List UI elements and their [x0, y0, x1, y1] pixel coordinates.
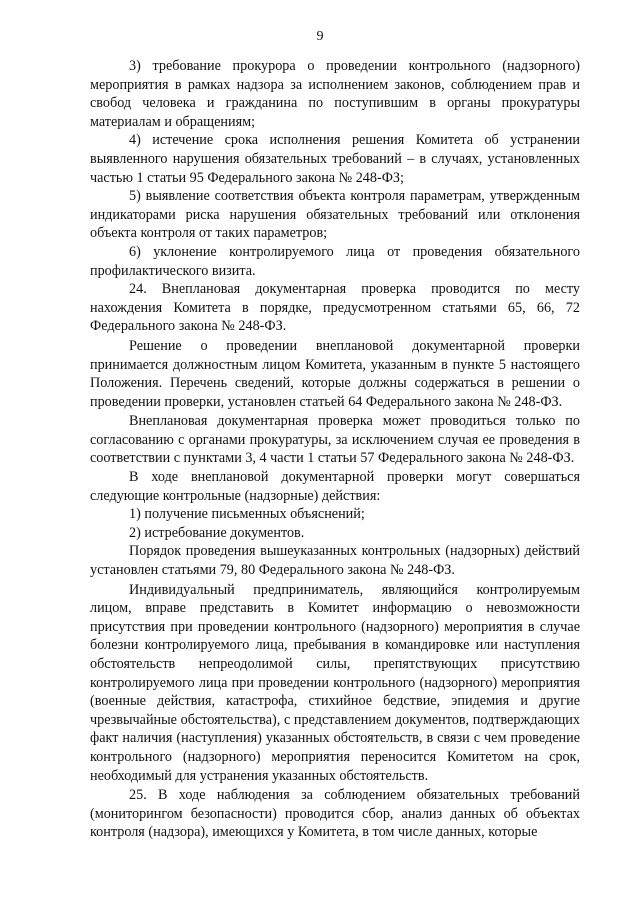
paragraph-clause-24: 24. Внеплановая документарная проверка проводится по месту нахождения Комитета в порядке, предусмотренном статьями 65, 66, 72 Федерального закона № 248-ФЗ.: [90, 281, 580, 335]
paragraph-procedure: Порядок проведения вышеуказанных контрольных (надзорных) действий установлен статьями 79, 80 Федерального закона № 248-ФЗ.: [90, 543, 580, 579]
paragraph-entrepreneur: Индивидуальный предприниматель, являющийся контролируемым лицом, вправе представить в Комитет информацию о невозможности присутствия при проведении контрольного (надзорного) мероприятия в случае болезни контролируемого лица, пребывания в командировке или наступления обстоятельств непреодолимой силы, препятствующих присутствию контролируемого лица при проведении контрольного (надзорного) мероприятия (военные действия, катастрофа, стихийное бедствие, эпидемия и другие чрезвычайные обстоятельства), с представлением документов, подтверждающих факт наличия (наступления) указанных обстоятельств, в связи с чем проведение контрольного (надзорного) мероприятия переносится Комитетом на срок, необходимый для устранения указанных обстоятельств.: [90, 581, 580, 784]
paragraph-action-2: 2) истребование документов.: [129, 524, 305, 541]
paragraph-decision: Решение о проведении внеплановой документарной проверки принимается должностным лицом Комитета, указанным в пункте 5 настоящего Положения. Перечень сведений, которые должны содержаться в решении о проведении проверки, установлен статьей 64 Федерального закона № 248-ФЗ.: [90, 337, 580, 410]
paragraph-clause-25: 25. В ходе наблюдения за соблюдением обязательных требований (мониторингом безопасности) проводится сбор, анализ данных об объектах контроля (надзора), имеющихся у Комитета, в том числе данных, которые: [90, 787, 580, 841]
document-body: [90, 57, 580, 842]
page-number: 9: [316, 29, 324, 44]
paragraph-item-4: 4) истечение срока исполнения решения Комитета об устранении выявленного нарушения обязательных требований – в случаях, установленных частью 1 статьи 95 Федерального закона № 248-ФЗ;: [90, 132, 580, 186]
paragraph-actions-intro: В ходе внеплановой документарной проверки могут совершаться следующие контрольные (надзорные) действия:: [90, 469, 580, 504]
paragraph-item-3: 3) требование прокурора о проведении контрольного (надзорного) мероприятия в рамках надзора за исполнением законов, соблюдением прав и свобод человека и гражданина по поступившим в органы прокуратуры материалам и обращениям;: [90, 58, 580, 130]
paragraph-item-5: 5) выявление соответствия объекта контроля параметрам, утвержденным индикаторами риска нарушения обязательных требований или отклонения объекта контроля от таких параметров;: [90, 188, 580, 242]
paragraph-item-6: 6) уклонение контролируемого лица от проведения обязательного профилактического визита.: [90, 243, 580, 279]
paragraph-action-1: 1) получение письменных объяснений;: [129, 506, 365, 523]
paragraph-coordination: Внеплановая документарная проверка может проводиться только по согласованию с органами прокуратуры, за исключением случая ее проведения в соответствии с пунктами 3, 4 части 1 статьи 57 Федерального закона № 248-ФЗ.: [90, 413, 580, 467]
